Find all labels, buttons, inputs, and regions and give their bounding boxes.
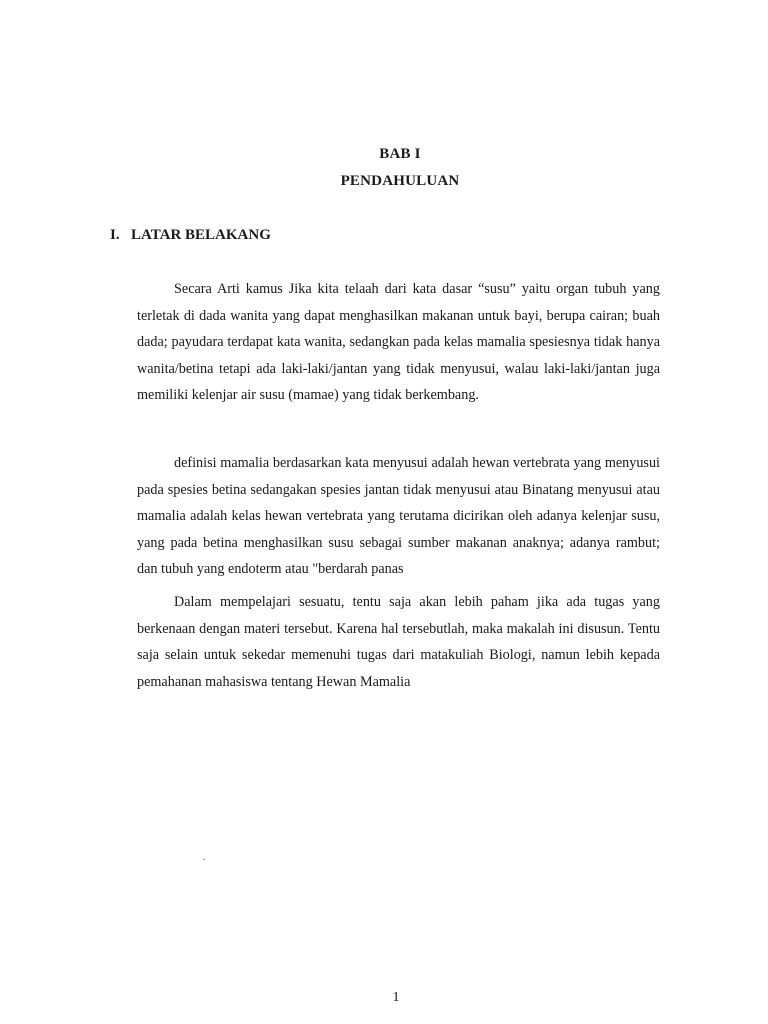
paragraph-2: definisi mamalia berdasarkan kata menyusui adalah hewan vertebrata yang menyusui pada spesies betina sedangakan spesies jantan tidak menyusui atau Binatang menyusui atau mamalia adalah kelas hewan vertebrata yang terutama dicirikan oleh adanya kelenjar susu, yang pada betina menghasilkan susu sebagai sumber makanan anaknya; adanya rambut; dan tubuh yang endoterm atau "berdarah panas: [137, 455, 660, 578]
section-number: I.: [110, 227, 120, 243]
paragraph-1: Secara Arti kamus Jika kita telaah dari kata dasar “susu” yaitu organ tubuh yang terletak di dada wanita yang dapat menghasilkan makanan untuk bayi, berupa cairan; buah dada; payudara terdapat kata wanita, sedangkan pada kelas mamalia spesiesnya tidak hanya wanita/betina tetapi ada laki-laki/jantan yang tidak menyusui, walau laki-laki/jantan juga memiliki kelenjar air susu (mamae) yang tidak berkembang.: [137, 281, 660, 404]
chapter-title: PENDAHULUAN: [340, 173, 460, 189]
section-title: LATAR BELAKANG: [131, 227, 271, 243]
section-heading: [110, 227, 271, 244]
chapter-number: BAB I: [379, 146, 421, 162]
page-number: 1: [392, 990, 400, 1005]
stray-mark: .: [203, 852, 206, 863]
paragraph-3: Dalam mempelajari sesuatu, tentu saja akan lebih paham jika ada tugas yang berkenaan dengan materi tersebut. Karena hal tersebutlah, maka makalah ini disusun. Tentu saja selain untuk sekedar memenuhi tugas dari matakuliah Biologi, namun lebih kepada pemahanan mahasiswa tentang Hewan Mamalia: [137, 594, 660, 690]
